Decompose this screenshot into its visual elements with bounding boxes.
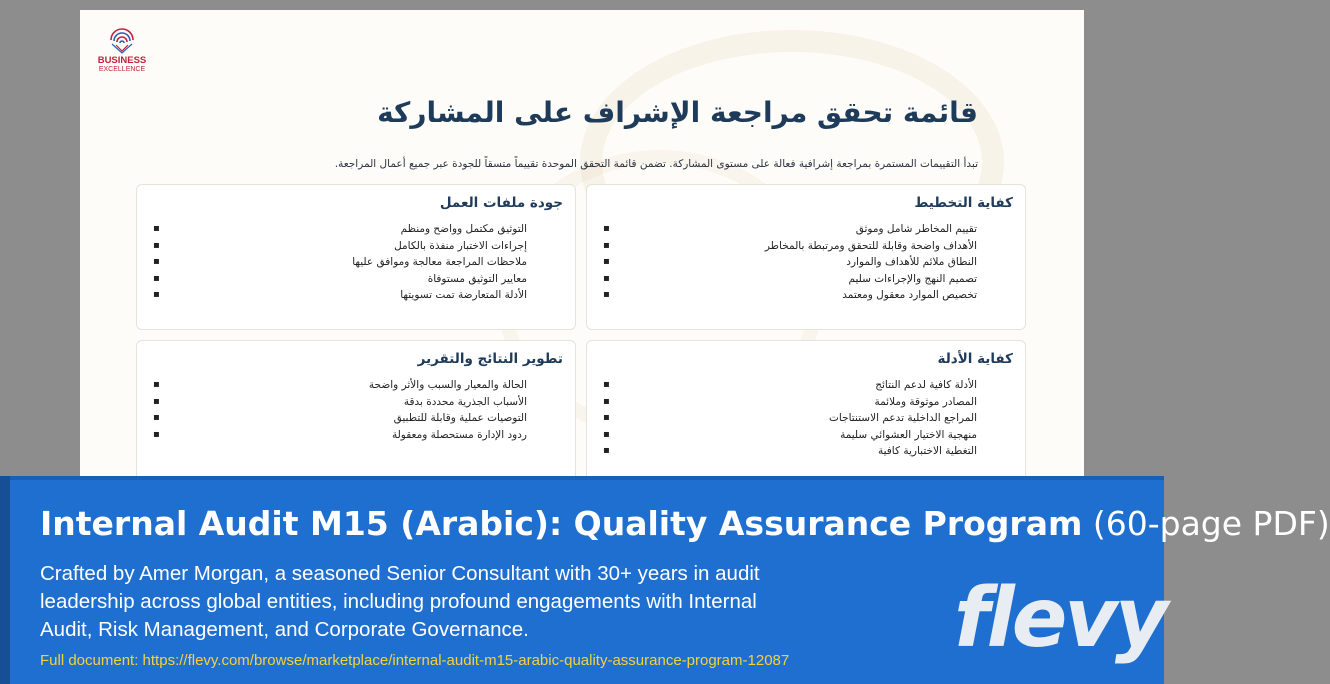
card-heading: كفاية التخطيط <box>914 195 1013 211</box>
card-evidence <box>586 340 1026 486</box>
bullet-icon: ▪ <box>153 272 160 284</box>
list-item: ▪ الأدلة كافية لدعم النتائج <box>617 377 977 394</box>
banner-title-main: Internal Audit M15 (Arabic): Quality Assurance Program <box>40 504 1083 543</box>
bullet-icon: ▪ <box>603 272 610 284</box>
list-item: ▪ الحالة والمعيار والسبب والأثر واضحة <box>167 377 527 394</box>
bullet-icon: ▪ <box>603 256 610 267</box>
fingerprint-logo-icon <box>107 26 137 54</box>
flevy-logo[interactable]: flevy <box>954 571 1166 666</box>
bullet-icon: ▪ <box>603 412 610 423</box>
logo-text-line2: EXCELLENCE <box>98 66 146 73</box>
bullet-icon: ▪ <box>603 445 610 456</box>
list-item: ▪ منهجية الاختيار العشوائي سليمة <box>617 427 977 444</box>
banner-title-pages: (60-page PDF) <box>1092 504 1330 543</box>
card-heading: جودة ملفات العمل <box>439 195 563 211</box>
bullet-icon: ▪ <box>603 395 610 407</box>
checklist <box>153 221 527 304</box>
bullet-icon: ▪ <box>603 239 610 251</box>
list-item: ▪ ملاحظات المراجعة معالجة وموافق عليها <box>167 254 527 271</box>
banner-title <box>40 504 1330 543</box>
checklist <box>153 377 527 443</box>
list-item: ▪ التوصيات عملية وقابلة للتطبيق <box>167 410 527 427</box>
list-item: ▪ التوثيق مكتمل وواضح ومنظم <box>167 221 527 238</box>
logo-text-line1: BUSINESS <box>97 55 147 66</box>
banner-left-stripe <box>0 476 10 684</box>
list-item: ▪ الأهداف واضحة وقابلة للتحقق ومرتبطة بالمخاطر <box>617 238 977 255</box>
card-heading: كفاية الأدلة <box>937 351 1013 367</box>
list-item: ▪ المصادر موثوقة وملائمة <box>617 394 977 411</box>
bullet-icon: ▪ <box>153 412 160 423</box>
bullet-icon: ▪ <box>153 289 160 300</box>
checklist <box>603 377 977 460</box>
list-item: ▪ المراجع الداخلية تدعم الاستنتاجات <box>617 410 977 427</box>
bullet-icon: ▪ <box>153 223 160 234</box>
bullet-icon: ▪ <box>153 239 160 251</box>
bullet-icon: ▪ <box>603 379 610 390</box>
intro-paragraph: تبدأ التقييمات المستمرة بمراجعة إشرافية فعالة على مستوى المشاركة. تضمن قائمة التحقق الموحدة تقييماً متسقاً للجودة عبر جميع أعمال المراجعة. <box>334 158 978 170</box>
banner-description: Crafted by Amer Morgan, a seasoned Senior Consultant with 30+ years in audit leadership across global entities, including profound engagements with Internal Audit, Risk Management, and Corporate Governance. <box>40 562 760 641</box>
page-title: قائمة تحقق مراجعة الإشراف على المشاركة <box>377 96 978 129</box>
bullet-icon: ▪ <box>153 256 160 267</box>
card-planning <box>586 184 1026 330</box>
list-item: ▪ تصميم النهج والإجراءات سليم <box>617 271 977 288</box>
list-item: ▪ التغطية الاختبارية كافية <box>617 443 977 460</box>
list-item: ▪ الأسباب الجذرية محددة بدقة <box>167 394 527 411</box>
list-item: ▪ إجراءات الاختبار منفذة بالكامل <box>167 238 527 255</box>
list-item: ▪ النطاق ملائم للأهداف والموارد <box>617 254 977 271</box>
business-excellence-logo <box>94 26 150 74</box>
list-item: ▪ الأدلة المتعارضة تمت تسويتها <box>167 287 527 304</box>
banner-top-border <box>0 476 1164 480</box>
bullet-icon: ▪ <box>153 395 160 407</box>
bullet-icon: ▪ <box>153 379 160 390</box>
card-findings-reporting <box>136 340 576 486</box>
bullet-icon: ▪ <box>603 289 610 300</box>
list-item: ▪ تخصيص الموارد معقول ومعتمد <box>617 287 977 304</box>
checklist <box>603 221 977 304</box>
list-item: ▪ تقييم المخاطر شامل وموثق <box>617 221 977 238</box>
bullet-icon: ▪ <box>153 428 160 440</box>
bullet-icon: ▪ <box>603 428 610 440</box>
document-slide <box>80 10 1084 480</box>
card-workpapers <box>136 184 576 330</box>
list-item: ▪ ردود الإدارة مستحصلة ومعقولة <box>167 427 527 444</box>
document-link[interactable]: Full document: https://flevy.com/browse/marketplace/internal-audit-m15-arabic-quality-assurance-program-12087 <box>40 652 790 669</box>
promo-banner <box>0 476 1330 684</box>
card-heading: تطوير النتائج والتقرير <box>417 351 563 367</box>
bullet-icon: ▪ <box>603 223 610 234</box>
list-item: ▪ معايير التوثيق مستوفاة <box>167 271 527 288</box>
